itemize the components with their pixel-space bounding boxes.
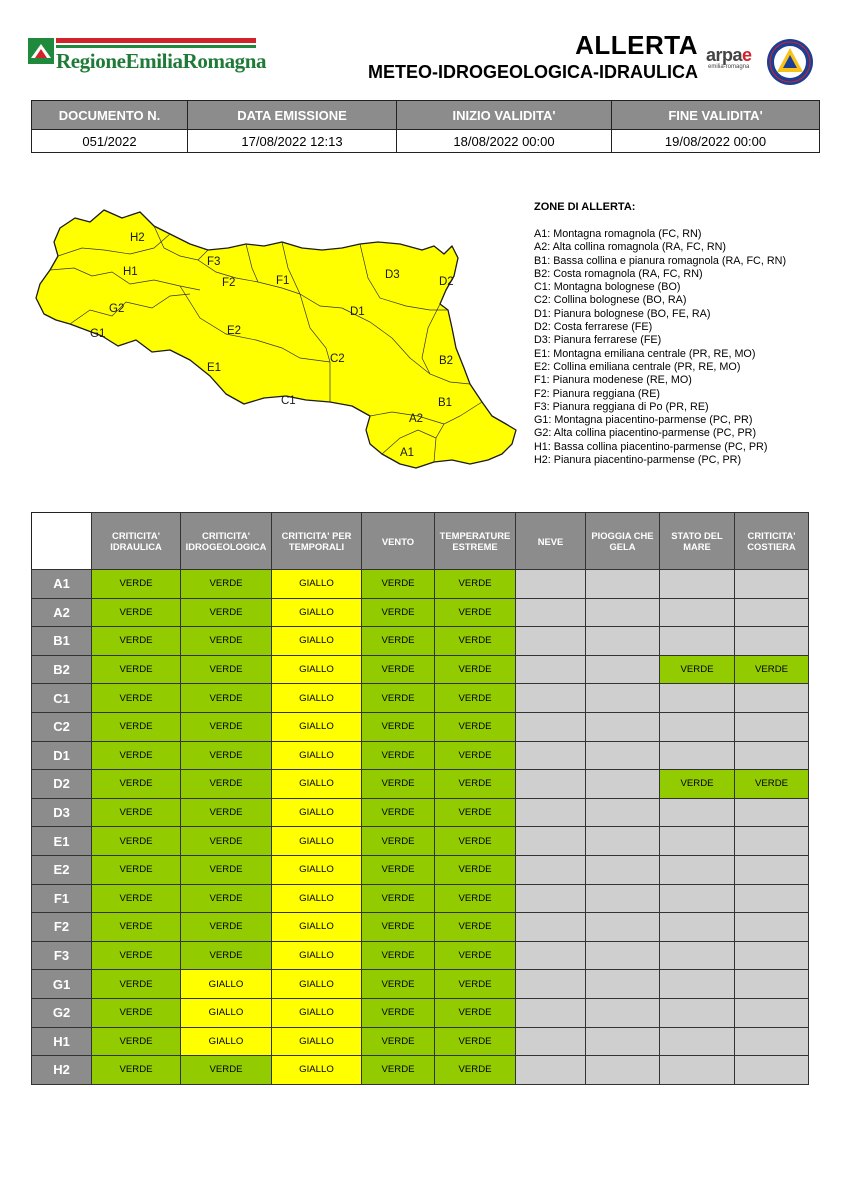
col-temporali-cell: GIALLO	[272, 998, 362, 1027]
col-neve-cell	[516, 684, 586, 713]
col-idrogeologica-cell: VERDE	[181, 770, 272, 799]
col-neve-header	[516, 513, 586, 570]
col-idrogeologica-cell: VERDE	[181, 655, 272, 684]
region-emblem-icon	[28, 38, 54, 64]
table-row	[32, 684, 809, 713]
zones-legend-item: C2: Collina bolognese (BO, RA)	[534, 294, 687, 307]
col-costiera-cell: VERDE	[735, 770, 809, 799]
col-vento-cell: VERDE	[362, 570, 435, 599]
col-temperature-cell: VERDE	[435, 970, 516, 999]
col-costiera-cell	[735, 884, 809, 913]
map-label-a1: A1	[400, 447, 415, 459]
table-row	[32, 627, 809, 656]
col-temporali-cell: GIALLO	[272, 855, 362, 884]
col-temperature-cell: VERDE	[435, 684, 516, 713]
zone-code: C2	[32, 712, 92, 741]
col-temperature-cell: VERDE	[435, 855, 516, 884]
col-pioggia-gela-cell	[586, 570, 660, 599]
col-costiera-cell	[735, 598, 809, 627]
validity-end-header: FINE VALIDITA'	[612, 101, 820, 130]
region-logo-text: RegioneEmiliaRomagna	[56, 49, 267, 73]
col-vento-cell: VERDE	[362, 741, 435, 770]
col-temperature-cell: VERDE	[435, 998, 516, 1027]
col-temperature-cell: VERDE	[435, 913, 516, 942]
col-vento-cell: VERDE	[362, 855, 435, 884]
col-stato-mare-cell	[660, 570, 735, 599]
map-label-h1: H1	[123, 266, 138, 278]
col-idrogeologica-cell: VERDE	[181, 798, 272, 827]
col-costiera-cell	[735, 741, 809, 770]
zones-legend-item: B1: Bassa collina e pianura romagnola (RA, FC, RN)	[534, 254, 787, 267]
col-pioggia-gela-cell	[586, 884, 660, 913]
col-idraulica-cell: VERDE	[92, 998, 181, 1027]
col-neve-cell	[516, 712, 586, 741]
col-idraulica-cell: VERDE	[92, 570, 181, 599]
col-idraulica-cell: VERDE	[92, 970, 181, 999]
col-idraulica-cell: VERDE	[92, 913, 181, 942]
col-pioggia-gela-cell	[586, 770, 660, 799]
col-neve-cell	[516, 598, 586, 627]
col-idraulica-cell: VERDE	[92, 741, 181, 770]
zones-legend-item: C1: Montagna bolognese (BO)	[534, 281, 681, 294]
logo-red-bar	[56, 38, 256, 43]
col-idrogeologica-cell: VERDE	[181, 598, 272, 627]
col-temporali-cell: GIALLO	[272, 884, 362, 913]
zone-code: A2	[32, 598, 92, 627]
col-vento-cell: VERDE	[362, 998, 435, 1027]
col-idrogeologica-cell: VERDE	[181, 884, 272, 913]
col-neve-cell	[516, 1056, 586, 1085]
map-label-b1: B1	[438, 397, 453, 409]
zone-code: D1	[32, 741, 92, 770]
col-stato-mare-cell	[660, 627, 735, 656]
col-idrogeologica-cell: VERDE	[181, 684, 272, 713]
col-vento-cell: VERDE	[362, 770, 435, 799]
col-pioggia-gela-cell	[586, 827, 660, 856]
col-costiera-cell	[735, 941, 809, 970]
col-costiera-cell	[735, 913, 809, 942]
col-vento-cell: VERDE	[362, 798, 435, 827]
document-info-table	[31, 100, 820, 153]
col-stato-mare-cell	[660, 827, 735, 856]
col-idraulica-cell: VERDE	[92, 827, 181, 856]
col-stato-mare-header	[660, 513, 735, 570]
col-temporali-cell: GIALLO	[272, 827, 362, 856]
col-neve-cell	[516, 1027, 586, 1056]
table-row	[32, 941, 809, 970]
zone-code: C1	[32, 684, 92, 713]
col-vento-cell: VERDE	[362, 712, 435, 741]
col-idraulica-cell: VERDE	[92, 712, 181, 741]
column-header-line: STATO DEL	[671, 530, 723, 541]
col-stato-mare-cell	[660, 941, 735, 970]
col-costiera-cell	[735, 627, 809, 656]
col-temperature-cell: VERDE	[435, 884, 516, 913]
col-costiera-cell	[735, 570, 809, 599]
col-pioggia-gela-cell	[586, 970, 660, 999]
col-stato-mare-cell	[660, 741, 735, 770]
map-label-c2: C2	[330, 353, 345, 365]
col-stato-mare-cell	[660, 884, 735, 913]
column-header-line: COSTIERA	[747, 541, 796, 552]
col-idrogeologica-cell: VERDE	[181, 827, 272, 856]
col-vento-cell: VERDE	[362, 884, 435, 913]
col-temperature-header	[435, 513, 516, 570]
validity-end: 19/08/2022 00:00	[612, 130, 820, 153]
column-header-line: VENTO	[381, 535, 415, 547]
col-neve-cell	[516, 770, 586, 799]
col-stato-mare-cell	[660, 1027, 735, 1056]
col-pioggia-gela-cell	[586, 684, 660, 713]
doc-number-header: DOCUMENTO N.	[32, 101, 188, 130]
zone-code: H2	[32, 1056, 92, 1085]
map-label-e2: E2	[227, 325, 242, 337]
col-neve-cell	[516, 655, 586, 684]
arpae-logo-subtext: emilia-romagna	[708, 64, 750, 70]
table-row	[32, 1056, 809, 1085]
col-stato-mare-cell	[660, 712, 735, 741]
col-temporali-cell: GIALLO	[272, 941, 362, 970]
col-temporali-cell: GIALLO	[272, 655, 362, 684]
map-label-d2: D2	[439, 276, 454, 288]
table-row	[32, 913, 809, 942]
issue-date-header: DATA EMISSIONE	[188, 101, 397, 130]
map-label-h2: H2	[130, 232, 145, 244]
col-idrogeologica-cell: VERDE	[181, 913, 272, 942]
col-temperature-cell: VERDE	[435, 798, 516, 827]
col-stato-mare-cell	[660, 798, 735, 827]
col-stato-mare-cell	[660, 855, 735, 884]
col-temporali-cell: GIALLO	[272, 684, 362, 713]
col-neve-cell	[516, 970, 586, 999]
col-vento-cell: VERDE	[362, 970, 435, 999]
col-idrogeologica-cell: GIALLO	[181, 998, 272, 1027]
zones-legend-item: E1: Montagna emiliana centrale (PR, RE, MO)	[534, 347, 756, 360]
column-header-line: ESTREME	[452, 541, 498, 552]
column-header-line: IDRAULICA	[110, 541, 162, 552]
table-row	[32, 827, 809, 856]
col-neve-cell	[516, 827, 586, 856]
col-costiera-cell	[735, 1056, 809, 1085]
col-pioggia-gela-cell	[586, 1027, 660, 1056]
col-temporali-cell: GIALLO	[272, 627, 362, 656]
col-neve-cell	[516, 913, 586, 942]
col-temporali-cell: GIALLO	[272, 1027, 362, 1056]
col-idraulica-cell: VERDE	[92, 1027, 181, 1056]
col-temperature-cell: VERDE	[435, 627, 516, 656]
col-vento-cell: VERDE	[362, 598, 435, 627]
table-row	[32, 970, 809, 999]
col-idrogeologica-header	[181, 513, 272, 570]
col-idrogeologica-cell: VERDE	[181, 570, 272, 599]
col-pioggia-gela-cell	[586, 741, 660, 770]
zone-code: F3	[32, 941, 92, 970]
col-vento-cell: VERDE	[362, 1056, 435, 1085]
col-temporali-cell: GIALLO	[272, 1056, 362, 1085]
table-row	[32, 998, 809, 1027]
alert-levels-table	[31, 512, 809, 1085]
map-label-e1: E1	[207, 362, 222, 374]
table-row	[32, 770, 809, 799]
zones-legend-item: D3: Pianura ferrarese (FE)	[534, 334, 662, 347]
zones-legend-item: D1: Pianura bolognese (BO, FE, RA)	[534, 307, 711, 320]
col-costiera-cell: VERDE	[735, 655, 809, 684]
col-costiera-header	[735, 513, 809, 570]
col-temporali-cell: GIALLO	[272, 712, 362, 741]
col-stato-mare-cell	[660, 970, 735, 999]
zone-code: D3	[32, 798, 92, 827]
col-pioggia-gela-cell	[586, 998, 660, 1027]
col-neve-cell	[516, 741, 586, 770]
page-subtitle: METEO-IDROGEOLOGICA-IDRAULICA	[368, 62, 698, 82]
arpae-logo-text: arpae	[706, 45, 752, 65]
col-temporali-cell: GIALLO	[272, 598, 362, 627]
col-vento-cell: VERDE	[362, 684, 435, 713]
zones-legend-item: F1: Pianura modenese (RE, MO)	[534, 374, 692, 387]
col-temperature-cell: VERDE	[435, 770, 516, 799]
col-vento-cell: VERDE	[362, 827, 435, 856]
column-header-line: MARE	[683, 541, 711, 552]
col-neve-cell	[516, 884, 586, 913]
col-idrogeologica-cell: GIALLO	[181, 970, 272, 999]
col-idraulica-cell: VERDE	[92, 1056, 181, 1085]
zone-code: H1	[32, 1027, 92, 1056]
map-label-g1: G1	[90, 328, 106, 340]
zone-code: E2	[32, 855, 92, 884]
col-temporali-cell: GIALLO	[272, 741, 362, 770]
column-header-line: NEVE	[537, 535, 564, 547]
col-idraulica-cell: VERDE	[92, 684, 181, 713]
column-header-line: PIOGGIA CHE	[591, 530, 654, 541]
arpae-logo	[706, 46, 762, 76]
table-corner	[32, 513, 92, 570]
zones-legend-list	[534, 228, 786, 467]
col-vento-cell: VERDE	[362, 913, 435, 942]
zone-code: D2	[32, 770, 92, 799]
map-label-f2: F2	[222, 277, 236, 289]
col-idrogeologica-cell: VERDE	[181, 741, 272, 770]
col-temporali-cell: GIALLO	[272, 798, 362, 827]
col-pioggia-gela-cell	[586, 1056, 660, 1085]
col-costiera-cell	[735, 1027, 809, 1056]
zones-legend-item: G1: Montagna piacentino-parmense (PC, PR)	[534, 414, 753, 427]
col-temperature-cell: VERDE	[435, 1027, 516, 1056]
zone-code: G1	[32, 970, 92, 999]
validity-start: 18/08/2022 00:00	[397, 130, 612, 153]
table-row	[32, 741, 809, 770]
zones-legend-item: B2: Costa romagnola (RA, FC, RN)	[534, 267, 703, 280]
col-stato-mare-cell	[660, 598, 735, 627]
col-vento-header	[362, 513, 435, 570]
page-title: ALLERTA	[575, 30, 698, 60]
table-row	[32, 884, 809, 913]
zone-code: B1	[32, 627, 92, 656]
col-idraulica-cell: VERDE	[92, 884, 181, 913]
col-neve-cell	[516, 570, 586, 599]
zones-legend-item: F2: Pianura reggiana (RE)	[534, 387, 661, 400]
zone-code: F1	[32, 884, 92, 913]
col-idrogeologica-cell: VERDE	[181, 1056, 272, 1085]
col-idrogeologica-cell: VERDE	[181, 941, 272, 970]
table-row	[32, 712, 809, 741]
region-logo	[28, 38, 267, 74]
col-temperature-cell: VERDE	[435, 1056, 516, 1085]
col-pioggia-gela-cell	[586, 913, 660, 942]
map-label-a2: A2	[409, 413, 424, 425]
col-idraulica-cell: VERDE	[92, 941, 181, 970]
col-idraulica-cell: VERDE	[92, 627, 181, 656]
col-temporali-cell: GIALLO	[272, 570, 362, 599]
column-header-line: CRITICITA'	[112, 530, 160, 541]
zones-legend-item: H1: Bassa collina piacentino-parmense (PC, PR)	[534, 440, 768, 453]
zone-code: B2	[32, 655, 92, 684]
col-temporali-cell: GIALLO	[272, 913, 362, 942]
col-vento-cell: VERDE	[362, 941, 435, 970]
table-row	[32, 655, 809, 684]
col-pioggia-gela-cell	[586, 855, 660, 884]
alert-table-header-row	[32, 513, 809, 570]
col-vento-cell: VERDE	[362, 655, 435, 684]
zones-legend-item: F3: Pianura reggiana di Po (PR, RE)	[534, 400, 709, 413]
map-label-g2: G2	[109, 303, 125, 315]
col-temperature-cell: VERDE	[435, 598, 516, 627]
zones-legend-item: D2: Costa ferrarese (FE)	[534, 321, 653, 334]
col-vento-cell: VERDE	[362, 1027, 435, 1056]
col-idrogeologica-cell: VERDE	[181, 627, 272, 656]
col-costiera-cell	[735, 684, 809, 713]
column-header-line: GELA	[609, 541, 636, 552]
col-pioggia-gela-cell	[586, 798, 660, 827]
alert-table-body	[32, 570, 809, 1085]
validity-start-header: INIZIO VALIDITA'	[397, 101, 612, 130]
zones-legend-item: G2: Alta collina piacentino-parmense (PC, PR)	[534, 427, 757, 440]
col-stato-mare-cell: VERDE	[660, 655, 735, 684]
table-row	[32, 598, 809, 627]
col-costiera-cell	[735, 970, 809, 999]
table-row	[32, 855, 809, 884]
column-header-line: CRITICITA'	[202, 530, 250, 541]
map-label-d1: D1	[350, 306, 365, 318]
col-idraulica-cell: VERDE	[92, 598, 181, 627]
issue-date: 17/08/2022 12:13	[188, 130, 397, 153]
col-temperature-cell: VERDE	[435, 570, 516, 599]
table-row	[32, 570, 809, 599]
col-stato-mare-cell	[660, 684, 735, 713]
zones-legend-item: H2: Pianura piacentino-parmense (PC, PR)	[534, 454, 742, 467]
column-header-line: TEMPERATURE	[439, 530, 511, 541]
map-label-b2: B2	[439, 355, 454, 367]
zone-code: F2	[32, 913, 92, 942]
col-neve-cell	[516, 941, 586, 970]
civil-protection-logo	[766, 38, 814, 86]
col-pioggia-gela-header	[586, 513, 660, 570]
col-costiera-cell	[735, 998, 809, 1027]
column-header-line: IDROGEOLOGICA	[185, 541, 267, 552]
table-row	[32, 1027, 809, 1056]
map-label-d3: D3	[385, 269, 400, 281]
logo-green-bar	[56, 45, 256, 48]
zone-code: A1	[32, 570, 92, 599]
col-pioggia-gela-cell	[586, 598, 660, 627]
col-stato-mare-cell	[660, 1056, 735, 1085]
col-idrogeologica-cell: VERDE	[181, 712, 272, 741]
col-temperature-cell: VERDE	[435, 741, 516, 770]
column-header-line: CRITICITA'	[747, 530, 796, 541]
col-temperature-cell: VERDE	[435, 827, 516, 856]
zones-legend-item: A2: Alta collina romagnola (RA, FC, RN)	[534, 241, 727, 254]
col-costiera-cell	[735, 827, 809, 856]
col-stato-mare-cell	[660, 998, 735, 1027]
col-idraulica-cell: VERDE	[92, 655, 181, 684]
col-idraulica-cell: VERDE	[92, 770, 181, 799]
column-header-line: CRITICITA' PER	[281, 530, 352, 541]
col-idrogeologica-cell: GIALLO	[181, 1027, 272, 1056]
col-temperature-cell: VERDE	[435, 712, 516, 741]
col-pioggia-gela-cell	[586, 655, 660, 684]
region-shape	[36, 210, 516, 468]
col-costiera-cell	[735, 798, 809, 827]
doc-number: 051/2022	[32, 130, 188, 153]
zone-code: E1	[32, 827, 92, 856]
zones-legend-title: ZONE DI ALLERTA:	[534, 201, 636, 213]
col-temporali-cell: GIALLO	[272, 970, 362, 999]
col-stato-mare-cell	[660, 913, 735, 942]
zone-code: G2	[32, 998, 92, 1027]
col-neve-cell	[516, 798, 586, 827]
table-row	[32, 798, 809, 827]
col-pioggia-gela-cell	[586, 941, 660, 970]
col-idraulica-cell: VERDE	[92, 798, 181, 827]
col-neve-cell	[516, 998, 586, 1027]
col-idraulica-header	[92, 513, 181, 570]
col-temporali-header	[272, 513, 362, 570]
col-temperature-cell: VERDE	[435, 655, 516, 684]
map-label-f1: F1	[276, 275, 290, 287]
column-header-line: TEMPORALI	[288, 541, 345, 552]
zones-legend-item: E2: Collina emiliana centrale (PR, RE, MO)	[534, 360, 741, 373]
col-idrogeologica-cell: VERDE	[181, 855, 272, 884]
map-label-c1: C1	[281, 395, 296, 407]
col-pioggia-gela-cell	[586, 712, 660, 741]
col-temporali-cell: GIALLO	[272, 770, 362, 799]
col-stato-mare-cell: VERDE	[660, 770, 735, 799]
zones-legend-item: A1: Montagna romagnola (FC, RN)	[534, 228, 702, 240]
alert-zones-map	[30, 198, 520, 470]
col-temperature-cell: VERDE	[435, 941, 516, 970]
col-idraulica-cell: VERDE	[92, 855, 181, 884]
col-pioggia-gela-cell	[586, 627, 660, 656]
col-neve-cell	[516, 627, 586, 656]
col-neve-cell	[516, 855, 586, 884]
map-label-f3: F3	[207, 256, 221, 268]
col-vento-cell: VERDE	[362, 627, 435, 656]
col-costiera-cell	[735, 855, 809, 884]
col-costiera-cell	[735, 712, 809, 741]
